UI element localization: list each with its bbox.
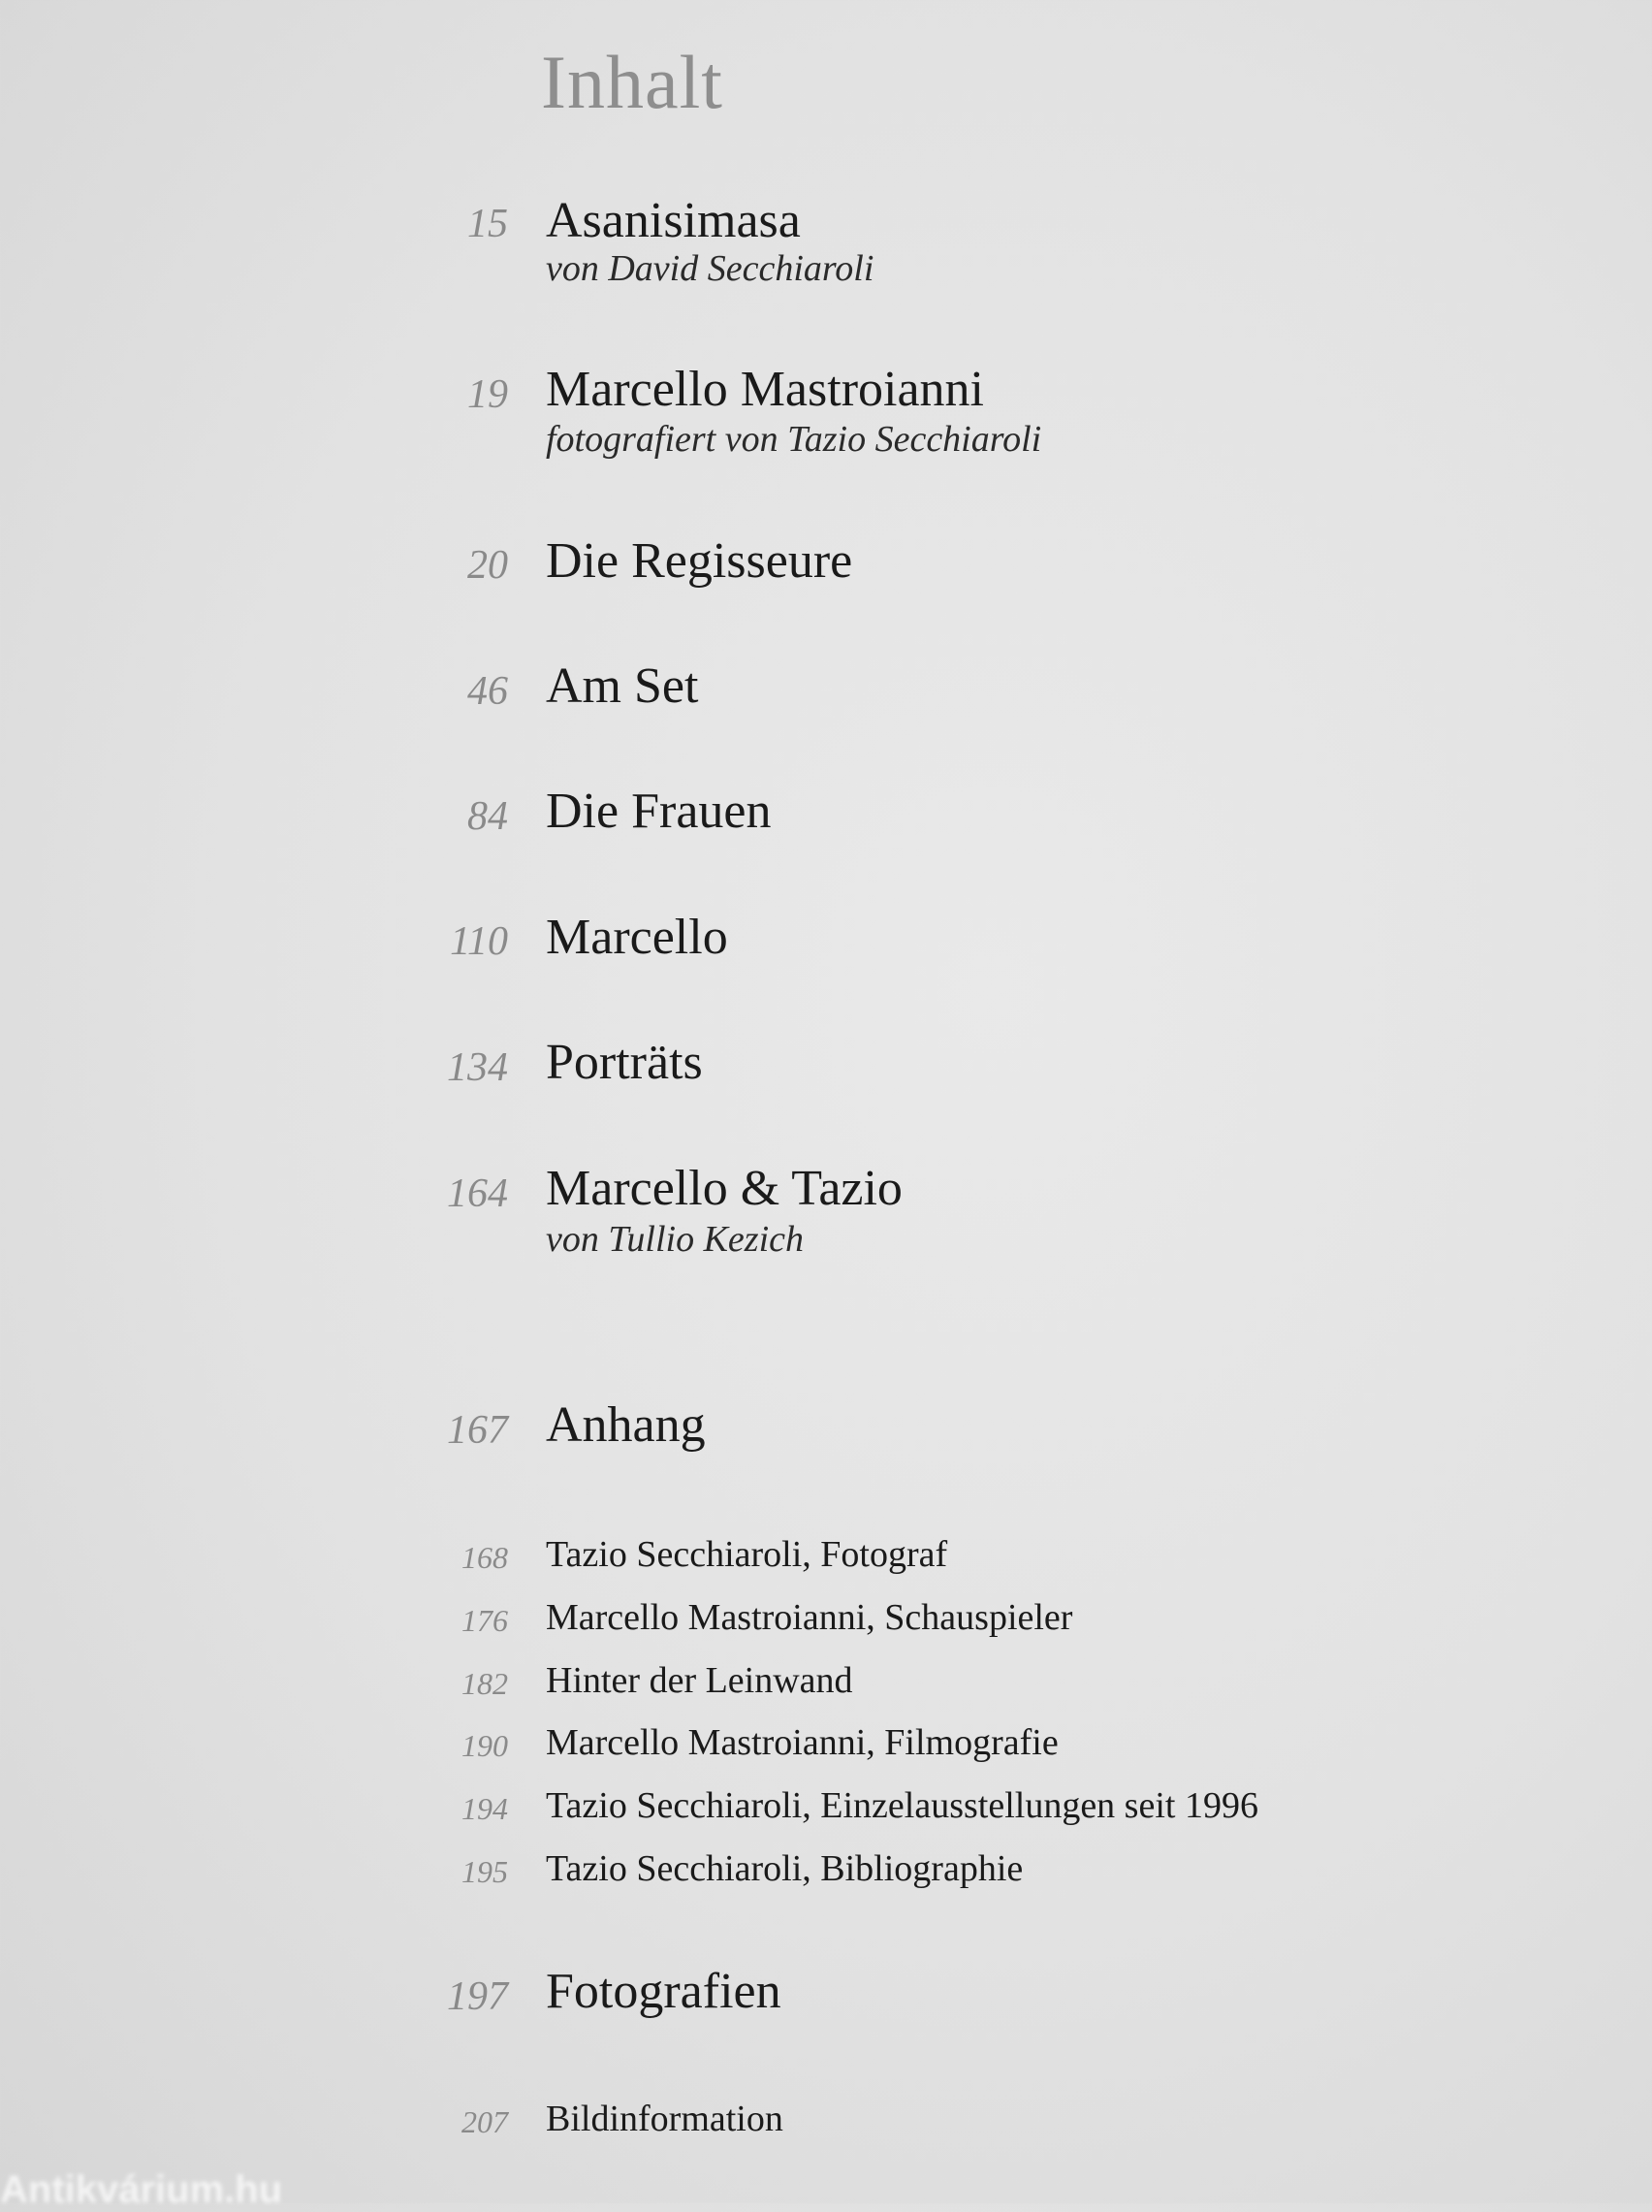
entry-title: Die Regisseure [546,533,853,589]
entry-author: von David Secchiaroli [546,248,874,289]
page-number: 197 [447,1974,508,2019]
page-number: 176 [461,1603,508,1638]
entry-title: Tazio Secchiaroli, Einzelausstellungen seit 1996 [546,1785,1258,1826]
page-number: 195 [461,1854,508,1889]
page-number: 20 [467,543,508,588]
page-number: 15 [467,202,508,246]
entry-title: Asanisimasa [546,193,801,248]
entry-title: Tazio Secchiaroli, Fotograf [546,1534,948,1575]
page-number: 84 [467,794,508,839]
page-number: 134 [447,1045,508,1090]
page-title: Inhalt [541,40,723,124]
page-number: 168 [461,1540,508,1575]
page-number: 182 [461,1666,508,1701]
entry-title: Marcello & Tazio [546,1161,903,1216]
page-number: 207 [461,2104,508,2139]
entry-title: Am Set [546,658,699,714]
page-number: 19 [467,372,508,417]
entry-title: Fotografien [546,1964,781,2019]
page-number: 167 [447,1408,508,1453]
page-number: 194 [461,1791,508,1826]
entry-title: Hinter der Leinwand [546,1660,853,1701]
entry-title: Marcello Mastroianni [546,362,984,417]
entry-title: Porträts [546,1035,703,1090]
entry-title: Die Frauen [546,784,772,839]
page-number: 110 [450,919,508,964]
entry-author: fotografiert von Tazio Secchiaroli [546,419,1042,460]
page-number: 164 [447,1171,508,1216]
entry-title: Bildinformation [546,2099,783,2139]
entry-title: Marcello Mastroianni, Schauspieler [546,1597,1073,1638]
entry-title: Tazio Secchiaroli, Bibliographie [546,1848,1024,1889]
entry-author: von Tullio Kezich [546,1219,804,1260]
entry-title: Anhang [546,1397,706,1453]
watermark: Antikvárium.hu [0,2168,283,2211]
page-number: 190 [461,1728,508,1763]
entry-title: Marcello Mastroianni, Filmografie [546,1722,1059,1763]
entry-title: Marcello [546,910,728,965]
page-number: 46 [467,669,508,714]
